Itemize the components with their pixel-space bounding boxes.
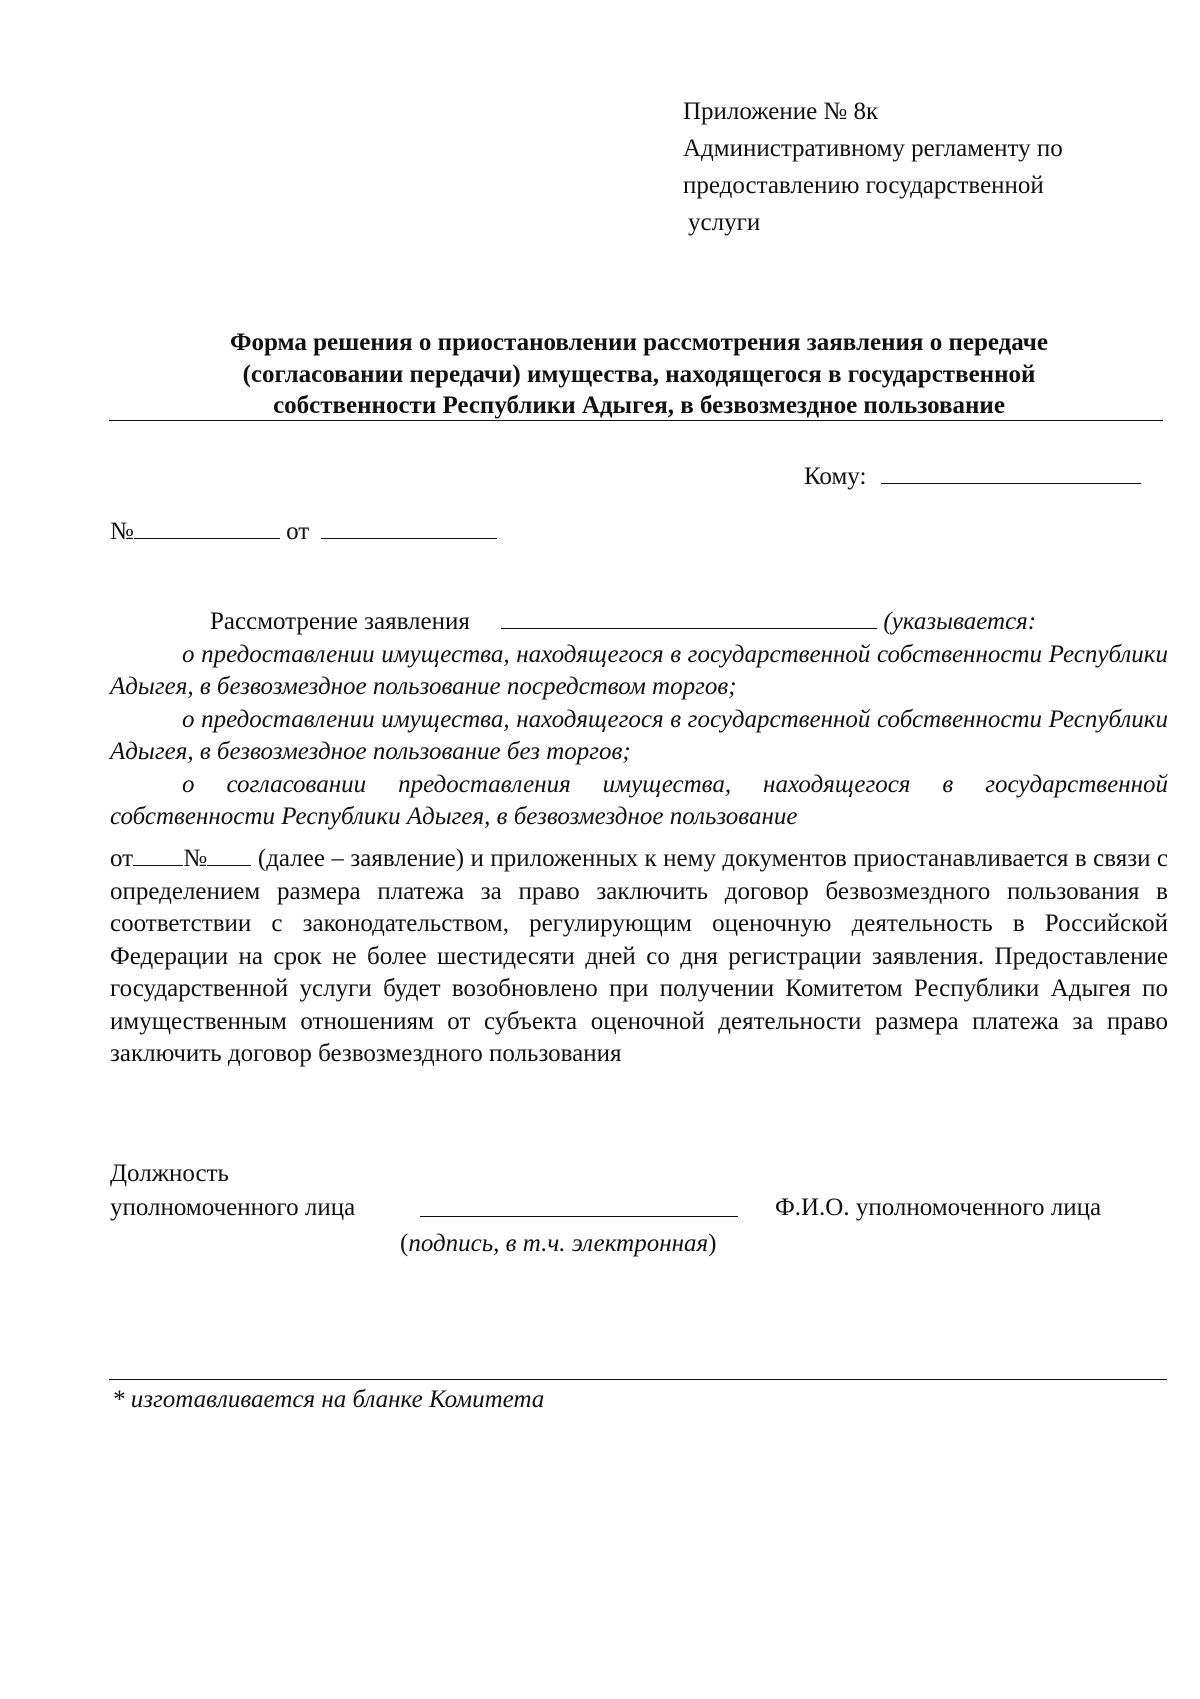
option-auction: о предоставлении имущества, находящегося в государственной собственности Республики Адыгея, в безвозмездное пользование посредством торгов;	[110, 640, 1168, 700]
signature-hint	[400, 1230, 716, 1258]
appendix-service: услуги	[688, 209, 761, 236]
hint-open: (	[400, 1230, 409, 1257]
body-number-label: №	[183, 845, 208, 872]
title-line-2: (согласовании передачи) имущества, находящегося в государственной	[242, 360, 1036, 388]
title-underline	[109, 420, 1163, 421]
recipient-blank	[881, 461, 1141, 484]
consideration-block	[110, 606, 1168, 834]
number-blank	[134, 516, 280, 539]
appendix-number: Приложение № 8к	[683, 98, 879, 125]
date-label: от	[286, 518, 310, 545]
footnote-rule	[109, 1379, 1167, 1380]
position-line-2: уполномоченного лица	[110, 1194, 356, 1221]
hint-close: )	[708, 1230, 717, 1257]
number-label: №	[110, 518, 134, 545]
appendix-header	[683, 93, 1163, 241]
consideration-note: (указывается:	[883, 608, 1037, 635]
application-type-blank	[501, 606, 877, 629]
body-from-label: от	[110, 845, 134, 872]
appendix-regulation: Административному регламенту по	[683, 135, 1063, 162]
body-text: (далее – заявление) и приложенных к нему документов приостанавливается в связи с определением размера платежа за право заключить договор безвозмездного пользования в соответствии с законодательством, регулирующим оценочную деятельность в Российской Федерации на срок не более шестидесяти дней со дня регистрации заявления. Предоставление государственной услуги будет возобновлено при получении Комитетом Республики Адыгея по имущественным отношениям от субъекта оценочной деятельности размера платежа за право заключить договор безвозмездного пользования	[110, 845, 1169, 1067]
signature-blank	[420, 1216, 738, 1217]
body-date-blank	[133, 843, 183, 866]
footnote: * изготавливается на бланке Комитета	[112, 1386, 545, 1413]
appendix-regulation-cont: предоставлению государственной	[683, 172, 1044, 199]
hint-text: подпись, в т.ч. электронная	[408, 1230, 709, 1257]
official-name: Ф.И.О. уполномоченного лица	[775, 1194, 1102, 1221]
title-line-3: собственности Республики Адыгея, в безвозмездное пользование	[273, 392, 1005, 419]
decision-body	[110, 843, 1168, 1071]
body-number-blank	[207, 843, 251, 866]
option-approval: о согласовании предоставления имущества, находящегося в государственной собственности Республики Адыгея, в безвозмездное пользование	[110, 770, 1168, 830]
consideration-lead-text: Рассмотрение заявления	[210, 608, 470, 635]
position-line-1: Должность	[110, 1160, 229, 1187]
decision-number-line	[110, 516, 497, 546]
recipient-line	[804, 461, 1141, 491]
document-title	[110, 327, 1168, 422]
date-blank	[321, 516, 497, 539]
option-no-auction: о предоставлении имущества, находящегося в государственной собственности Республики Адыгея, в безвозмездное пользование без торгов;	[110, 705, 1168, 765]
title-line-1: Форма решения о приостановлении рассмотрения заявления о передаче	[230, 329, 1048, 356]
consideration-lead	[110, 606, 1168, 639]
recipient-label: Кому:	[804, 463, 867, 490]
